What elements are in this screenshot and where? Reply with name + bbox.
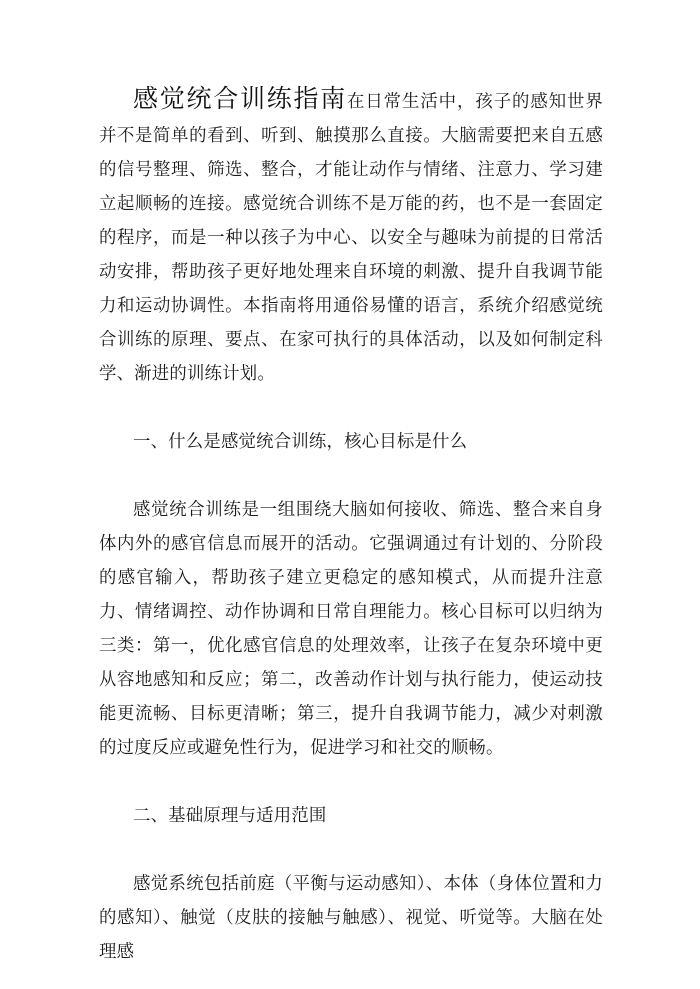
section-paragraph-2: 感觉系统包括前庭（平衡与运动感知）、本体（身体位置和力的感知）、触觉（皮肤的接触与触感）、视觉、听觉等。大脑在处理感 xyxy=(99,874,603,962)
document-body xyxy=(99,82,603,969)
section-heading-2: 二、基础原理与适用范围 xyxy=(133,806,327,826)
document-title: 感觉统合训练指南 xyxy=(133,84,347,113)
section-heading-1: 一、什么是感觉统合训练，核心目标是什么 xyxy=(133,432,468,452)
section-paragraph-1: 感觉统合训练是一组围绕大脑如何接收、筛选、整合来自身体内外的感官信息而展开的活动。它强调通过有计划的、分阶段的感官输入，帮助孩子建立更稳定的感知模式，从而提升注意力、情绪调控、动作协调和日常自理能力。核心目标可以归纳为三类：第一，优化感官信息的处理效率，让孩子在复杂环境中更从容地感知和反应；第二，改善动作计划与执行能力，使运动技能更流畅、目标更清晰；第三，提升自我调节能力，减少对刺激的过度反应或避免性行为，促进学习和社交的顺畅。 xyxy=(99,500,603,758)
intro-paragraph xyxy=(99,82,603,391)
intro-text: 在日常生活中，孩子的感知世界并不是简单的看到、听到、触摸那么直接。大脑需要把来自五感的信号整理、筛选、整合，才能让动作与情绪、注意力、学习建立起顺畅的连接。感觉统合训练不是万能的药，也不是一套固定的程序，而是一种以孩子为中心、以安全与趣味为前提的日常活动安排，帮助孩子更好地处理来自环境的刺激、提升自我调节能力和运动协调性。本指南将用通俗易懂的语言，系统介绍感觉统合训练的原理、要点、在家可执行的具体活动，以及如何制定科学、渐进的训练计划。 xyxy=(99,92,603,384)
